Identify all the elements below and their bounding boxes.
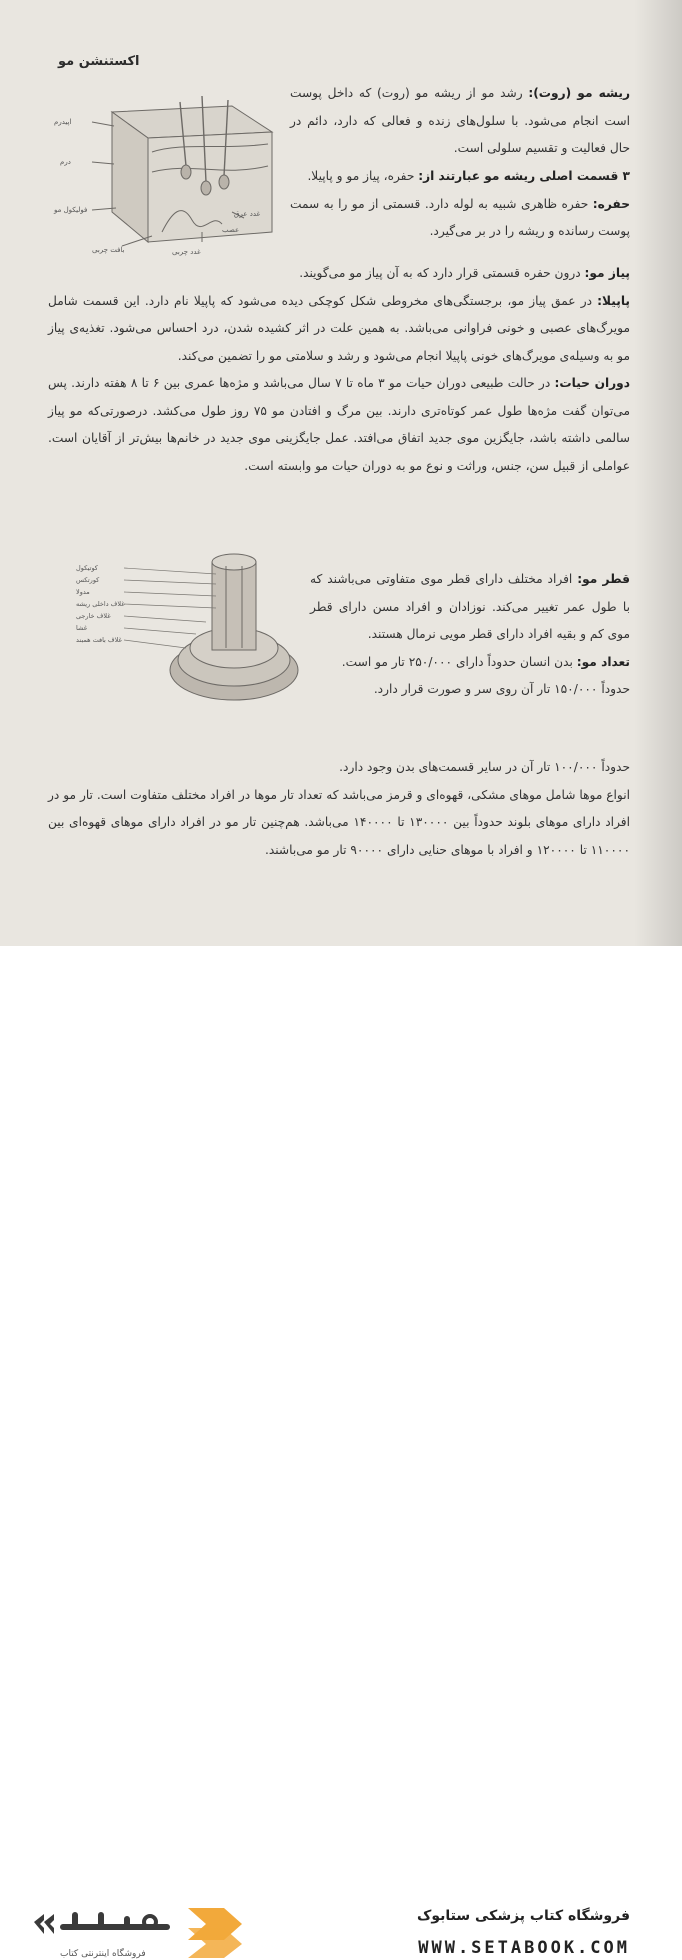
svg-text:مدولا: مدولا [76, 588, 90, 596]
page-header-title: اکستنشن مو [58, 54, 140, 69]
text-block-main [48, 260, 630, 480]
paragraph-heading: دوران حیات: [554, 376, 630, 390]
paragraph-body-count: حدوداً ۱۰۰/۰۰۰ تار آن در سایر قسمت‌های بدن وجود دارد. [339, 760, 630, 774]
store-url-link[interactable]: WWW.SETABOOK.COM [418, 1938, 630, 1958]
svg-text:غشا: غشا [76, 624, 88, 632]
svg-text:غلاف خارجی: غلاف خارجی [76, 612, 111, 620]
paragraph-heading: قطر مو: [577, 572, 630, 586]
text-block-diameter [310, 566, 630, 704]
page-edge-shadow [634, 0, 682, 946]
svg-text:بافت چربی: بافت چربی [92, 246, 125, 254]
svg-text:غلاف داخلی ریشه: غلاف داخلی ریشه [76, 600, 125, 608]
svg-text:اپیدرم: اپیدرم [54, 118, 72, 126]
svg-text:کورتکس: کورتکس [76, 576, 100, 584]
svg-text:عصب: عصب [222, 226, 240, 234]
paragraph-follicle: حفره: حفره ظاهری شبیه به لوله دارد. قسمتی از مو را به سمت پوست رسانده و ریشه را در بر می‌گیرد. [290, 196, 630, 238]
paragraph-hair-bulb: پیاز مو: درون حفره قسمتی قرار دارد که به آن پیاز مو می‌گویند. [299, 266, 630, 280]
paragraph-root-parts: ۳ قسمت اصلی ریشه مو عبارتند از: حفره، پیاز مو و پاپیلا. [307, 169, 630, 183]
paragraph-heading: تعداد مو: [576, 654, 630, 669]
svg-text:غلاف بافت همبند: غلاف بافت همبند [76, 636, 122, 644]
hair-follicle-figure [56, 552, 302, 724]
paragraph-papilla: پاپیلا: در عمق پیاز مو، برجستگی‌های مخروطی شکل کوچکی دیده می‌شود که پاپیلا نام دارد. این قسمت شامل مویرگ‌های عصبی و خونی فراوانی می‌باشد. به همین علت در اثر کشیده شدن، درد احساس می‌شود. تغذیه‌ی پیاز مو به وسیله‌ی مویرگ‌های خونی پاپیلا انجام می‌شود و رشد و سلامتی مو را تضمین می‌کند. [48, 293, 630, 363]
paragraph-heading: پاپیلا: [597, 293, 630, 308]
text-block-counts [48, 754, 630, 864]
text-block-root [290, 80, 630, 163]
book-page [0, 0, 682, 946]
paragraph-hair-count: تعداد مو: بدن انسان حدوداً دارای ۲۵۰/۰۰۰ تار مو است. [341, 654, 630, 669]
store-name: فروشگاه کتاب پزشکی ستابوک [417, 1908, 630, 1924]
paragraph-heading: ریشه مو (روت): [528, 86, 630, 100]
logo-subtitle: فروشگاه اینترنتی کتاب [60, 1949, 146, 1959]
paragraph-heading: حفره: [592, 196, 630, 211]
paragraph-head-count: حدوداً ۱۵۰/۰۰۰ تار آن روی سر و صورت قرار دارد. [373, 682, 630, 696]
paragraph-life-cycle: دوران حیات: در حالت طبیعی دوران حیات مو ۳ ماه تا ۷ سال می‌باشد و مژه‌ها عمری بین ۶ تا ۸ هفته دارند. پس می‌توان گفت مژه‌ها طول عمر کوتاه‌تری دارند. بین مرگ و افتادن مو ۷۵ روز طول می‌کشد. درصورتی‌که مو پیاز سالمی داشته باشد، جایگزین موی جدید اتفاق می‌افتد. عمل جایگزینی موی جدید در خانم‌ها بیش‌تر از آقایان است. عواملی از قبیل سن، جنس، وراثت و نوع مو به دوران حیات مو وابسته است. [48, 376, 630, 473]
paragraph-heading: ۳ قسمت اصلی ریشه مو عبارتند از: [418, 169, 630, 183]
paragraph-hair-diameter: قطر مو: افراد مختلف دارای قطر موی متفاوتی می‌باشند که با طول عمر تغییر می‌کند. نوزادان و افراد مسن دارای قطر موی کم و بقیه افراد دارای قطر مویی نرمال هستند. [310, 572, 630, 641]
store-footer [0, 946, 682, 1959]
svg-text:کوتیکول: کوتیکول [76, 564, 98, 572]
svg-text:درم: درم [60, 158, 71, 166]
skin-cross-section-figure [52, 92, 284, 260]
svg-text:غدد عرق: غدد عرق [234, 210, 261, 218]
text-block-parts [290, 163, 630, 246]
svg-text:غدد چربی: غدد چربی [172, 248, 201, 256]
paragraph-heading: پیاز مو: [584, 266, 630, 280]
paragraph-hair-root: ریشه مو (روت): رشد مو از ریشه مو (روت) که داخل پوست است انجام می‌شود. با سلول‌های زنده و فعالی که دارد، دائم در حال فعالیت و تقسیم سلولی است. [290, 86, 630, 155]
svg-text:فولیکول مو: فولیکول مو [54, 206, 88, 214]
paragraph-hair-types: انواع موها شامل موهای مشکی، قهوه‌ای و قرمز می‌باشد که تعداد تار موها در افراد مختلف متفاوت است. تار مو در افراد دارای موهای بلوند حدوداً بین ۱۳۰۰۰۰ تا ۱۴۰۰۰۰ می‌باشد. هم‌چنین تار مو در افراد دارای موهای قهوه‌ای بین ۱۱۰۰۰۰ تا ۱۲۰۰۰۰ و افراد با موهای حنایی دارای ۹۰۰۰۰ تار مو می‌باشند. [48, 787, 631, 857]
